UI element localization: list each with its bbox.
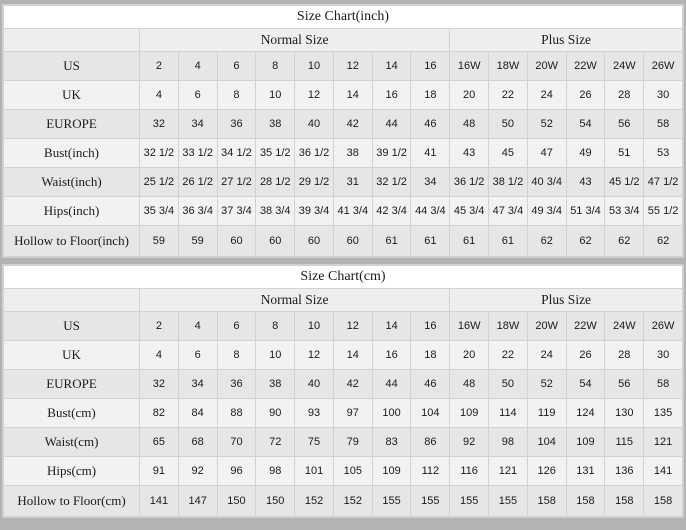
cell: 100 (372, 399, 411, 428)
cell: 60 (295, 226, 334, 257)
cell: 50 (489, 110, 528, 139)
cell: 88 (217, 399, 256, 428)
cell: 35 1/2 (256, 139, 295, 168)
group-header-row (4, 29, 683, 52)
cell: 58 (644, 370, 683, 399)
cell: 25 1/2 (140, 168, 179, 197)
cell: 36 1/2 (295, 139, 334, 168)
cell: 36 (217, 370, 256, 399)
cell: 14 (372, 52, 411, 81)
cell: 34 1/2 (217, 139, 256, 168)
group-header-plus: Plus Size (450, 29, 683, 52)
cell: 32 (140, 370, 179, 399)
cell: 105 (333, 457, 372, 486)
cell: 158 (605, 486, 644, 517)
table-row (4, 370, 683, 399)
cell: 96 (217, 457, 256, 486)
cell: 115 (605, 428, 644, 457)
cell: 112 (411, 457, 450, 486)
cell: 155 (489, 486, 528, 517)
cell: 12 (333, 312, 372, 341)
cell: 40 (295, 110, 334, 139)
table-row (4, 81, 683, 110)
cell: 101 (295, 457, 334, 486)
title-row (4, 266, 683, 289)
cell: 62 (566, 226, 605, 257)
cell: 2 (140, 312, 179, 341)
cell: 98 (256, 457, 295, 486)
cell: 46 (411, 370, 450, 399)
cell: 16W (450, 312, 489, 341)
row-label: US (4, 52, 140, 81)
group-header-blank (4, 289, 140, 312)
cell: 47 (527, 139, 566, 168)
cell: 18W (489, 312, 528, 341)
table-row (4, 341, 683, 370)
cell: 152 (333, 486, 372, 517)
cell: 54 (566, 370, 605, 399)
cell: 121 (644, 428, 683, 457)
group-header-blank (4, 29, 140, 52)
row-label: EUROPE (4, 110, 140, 139)
cell: 158 (566, 486, 605, 517)
row-label: Hips(cm) (4, 457, 140, 486)
cell: 43 (450, 139, 489, 168)
cell: 16 (411, 52, 450, 81)
cell: 38 1/2 (489, 168, 528, 197)
cell: 16 (372, 341, 411, 370)
cell: 42 (333, 110, 372, 139)
cell: 22 (489, 341, 528, 370)
row-label: UK (4, 81, 140, 110)
cell: 53 3/4 (605, 197, 644, 226)
cell: 32 1/2 (372, 168, 411, 197)
cell: 59 (178, 226, 217, 257)
cell: 16W (450, 52, 489, 81)
cell: 42 3/4 (372, 197, 411, 226)
cell: 62 (605, 226, 644, 257)
cell: 68 (178, 428, 217, 457)
cell: 62 (644, 226, 683, 257)
cell: 41 (411, 139, 450, 168)
cell: 56 (605, 370, 644, 399)
size-table-cm (3, 265, 683, 517)
row-label: Waist(inch) (4, 168, 140, 197)
cell: 58 (644, 110, 683, 139)
cell: 31 (333, 168, 372, 197)
cell: 84 (178, 399, 217, 428)
cell: 30 (644, 81, 683, 110)
cell: 24 (527, 81, 566, 110)
cell: 54 (566, 110, 605, 139)
cell: 44 (372, 370, 411, 399)
cell: 24W (605, 52, 644, 81)
cell: 155 (411, 486, 450, 517)
cell: 14 (333, 81, 372, 110)
group-header-normal: Normal Size (140, 289, 450, 312)
row-label: Hollow to Floor(cm) (4, 486, 140, 517)
cell: 10 (295, 312, 334, 341)
cell: 61 (411, 226, 450, 257)
cell: 16 (411, 312, 450, 341)
cell: 8 (256, 312, 295, 341)
cell: 2 (140, 52, 179, 81)
cell: 34 (178, 370, 217, 399)
cell: 47 3/4 (489, 197, 528, 226)
cell: 70 (217, 428, 256, 457)
cell: 10 (256, 81, 295, 110)
cell: 126 (527, 457, 566, 486)
cell: 38 3/4 (256, 197, 295, 226)
cell: 75 (295, 428, 334, 457)
cell: 36 3/4 (178, 197, 217, 226)
cell: 20W (527, 52, 566, 81)
cell: 18 (411, 341, 450, 370)
cell: 18 (411, 81, 450, 110)
row-label: Bust(inch) (4, 139, 140, 168)
cell: 60 (217, 226, 256, 257)
cell: 119 (527, 399, 566, 428)
cell: 56 (605, 110, 644, 139)
cell: 36 1/2 (450, 168, 489, 197)
cell: 86 (411, 428, 450, 457)
cell: 42 (333, 370, 372, 399)
cell: 158 (644, 486, 683, 517)
cell: 51 (605, 139, 644, 168)
cell: 28 (605, 341, 644, 370)
cell: 79 (333, 428, 372, 457)
cell: 28 1/2 (256, 168, 295, 197)
cell: 65 (140, 428, 179, 457)
cell: 45 (489, 139, 528, 168)
cell: 4 (178, 312, 217, 341)
cell: 45 1/2 (605, 168, 644, 197)
cell: 26 (566, 341, 605, 370)
cell: 6 (217, 312, 256, 341)
cell: 32 (140, 110, 179, 139)
cell: 26W (644, 312, 683, 341)
cell: 155 (450, 486, 489, 517)
cell: 45 3/4 (450, 197, 489, 226)
cell: 53 (644, 139, 683, 168)
cell: 27 1/2 (217, 168, 256, 197)
row-label: EUROPE (4, 370, 140, 399)
table-row (4, 399, 683, 428)
cell: 35 3/4 (140, 197, 179, 226)
cell: 83 (372, 428, 411, 457)
cell: 20W (527, 312, 566, 341)
cell: 39 3/4 (295, 197, 334, 226)
cell: 60 (256, 226, 295, 257)
cell: 47 1/2 (644, 168, 683, 197)
cell: 52 (527, 110, 566, 139)
cell: 49 (566, 139, 605, 168)
cell: 4 (178, 52, 217, 81)
row-label: Bust(cm) (4, 399, 140, 428)
cell: 29 1/2 (295, 168, 334, 197)
cell: 50 (489, 370, 528, 399)
cell: 61 (372, 226, 411, 257)
cell: 90 (256, 399, 295, 428)
table-row (4, 197, 683, 226)
cell: 121 (489, 457, 528, 486)
cell: 12 (295, 341, 334, 370)
cell: 8 (217, 81, 256, 110)
cell: 22 (489, 81, 528, 110)
chart-title: Size Chart(cm) (4, 266, 683, 289)
cell: 26 1/2 (178, 168, 217, 197)
cell: 30 (644, 341, 683, 370)
cell: 109 (450, 399, 489, 428)
cell: 93 (295, 399, 334, 428)
cell: 34 (411, 168, 450, 197)
cell: 91 (140, 457, 179, 486)
cell: 12 (333, 52, 372, 81)
cell: 33 1/2 (178, 139, 217, 168)
cell: 26 (566, 81, 605, 110)
cell: 16 (372, 81, 411, 110)
cell: 6 (178, 341, 217, 370)
group-header-plus: Plus Size (450, 289, 683, 312)
cell: 141 (644, 457, 683, 486)
cell: 147 (178, 486, 217, 517)
table-row (4, 312, 683, 341)
cell: 41 3/4 (333, 197, 372, 226)
cell: 8 (217, 341, 256, 370)
cell: 14 (333, 341, 372, 370)
cell: 44 3/4 (411, 197, 450, 226)
cell: 12 (295, 81, 334, 110)
cell: 131 (566, 457, 605, 486)
table-row (4, 52, 683, 81)
cell: 10 (295, 52, 334, 81)
table-row (4, 457, 683, 486)
cell: 40 (295, 370, 334, 399)
cell: 130 (605, 399, 644, 428)
cell: 52 (527, 370, 566, 399)
cell: 61 (450, 226, 489, 257)
cell: 155 (372, 486, 411, 517)
cell: 141 (140, 486, 179, 517)
row-label: Hips(inch) (4, 197, 140, 226)
cell: 158 (527, 486, 566, 517)
row-label: US (4, 312, 140, 341)
cell: 37 3/4 (217, 197, 256, 226)
cell: 38 (256, 110, 295, 139)
cell: 46 (411, 110, 450, 139)
cell: 92 (178, 457, 217, 486)
cell: 38 (333, 139, 372, 168)
cell: 152 (295, 486, 334, 517)
cell: 97 (333, 399, 372, 428)
size-table-inch (3, 5, 683, 257)
cell: 61 (489, 226, 528, 257)
cell: 24W (605, 312, 644, 341)
cell: 49 3/4 (527, 197, 566, 226)
cell: 6 (217, 52, 256, 81)
cell: 104 (527, 428, 566, 457)
cell: 60 (333, 226, 372, 257)
cell: 14 (372, 312, 411, 341)
cell: 28 (605, 81, 644, 110)
cell: 20 (450, 81, 489, 110)
cell: 8 (256, 52, 295, 81)
cell: 59 (140, 226, 179, 257)
cell: 10 (256, 341, 295, 370)
cell: 24 (527, 341, 566, 370)
cell: 104 (411, 399, 450, 428)
table-row (4, 226, 683, 257)
row-label: Hollow to Floor(inch) (4, 226, 140, 257)
cell: 109 (566, 428, 605, 457)
cell: 114 (489, 399, 528, 428)
row-label: UK (4, 341, 140, 370)
cell: 34 (178, 110, 217, 139)
cell: 26W (644, 52, 683, 81)
cell: 48 (450, 110, 489, 139)
cell: 51 3/4 (566, 197, 605, 226)
cell: 92 (450, 428, 489, 457)
title-row (4, 6, 683, 29)
cell: 22W (566, 52, 605, 81)
cell: 48 (450, 370, 489, 399)
group-header-row (4, 289, 683, 312)
cell: 32 1/2 (140, 139, 179, 168)
cell: 4 (140, 81, 179, 110)
cell: 44 (372, 110, 411, 139)
cell: 4 (140, 341, 179, 370)
cell: 20 (450, 341, 489, 370)
size-chart-cm (2, 264, 684, 518)
cell: 136 (605, 457, 644, 486)
cell: 150 (256, 486, 295, 517)
cell: 18W (489, 52, 528, 81)
cell: 36 (217, 110, 256, 139)
cell: 38 (256, 370, 295, 399)
cell: 135 (644, 399, 683, 428)
cell: 116 (450, 457, 489, 486)
size-chart-inch (2, 4, 684, 258)
cell: 43 (566, 168, 605, 197)
cell: 39 1/2 (372, 139, 411, 168)
cell: 72 (256, 428, 295, 457)
table-row (4, 168, 683, 197)
cell: 98 (489, 428, 528, 457)
cell: 82 (140, 399, 179, 428)
table-row (4, 486, 683, 517)
table-row (4, 139, 683, 168)
table-row (4, 428, 683, 457)
group-header-normal: Normal Size (140, 29, 450, 52)
cell: 62 (527, 226, 566, 257)
chart-title: Size Chart(inch) (4, 6, 683, 29)
row-label: Waist(cm) (4, 428, 140, 457)
cell: 124 (566, 399, 605, 428)
table-row (4, 110, 683, 139)
cell: 109 (372, 457, 411, 486)
cell: 6 (178, 81, 217, 110)
cell: 150 (217, 486, 256, 517)
cell: 22W (566, 312, 605, 341)
cell: 40 3/4 (527, 168, 566, 197)
cell: 55 1/2 (644, 197, 683, 226)
